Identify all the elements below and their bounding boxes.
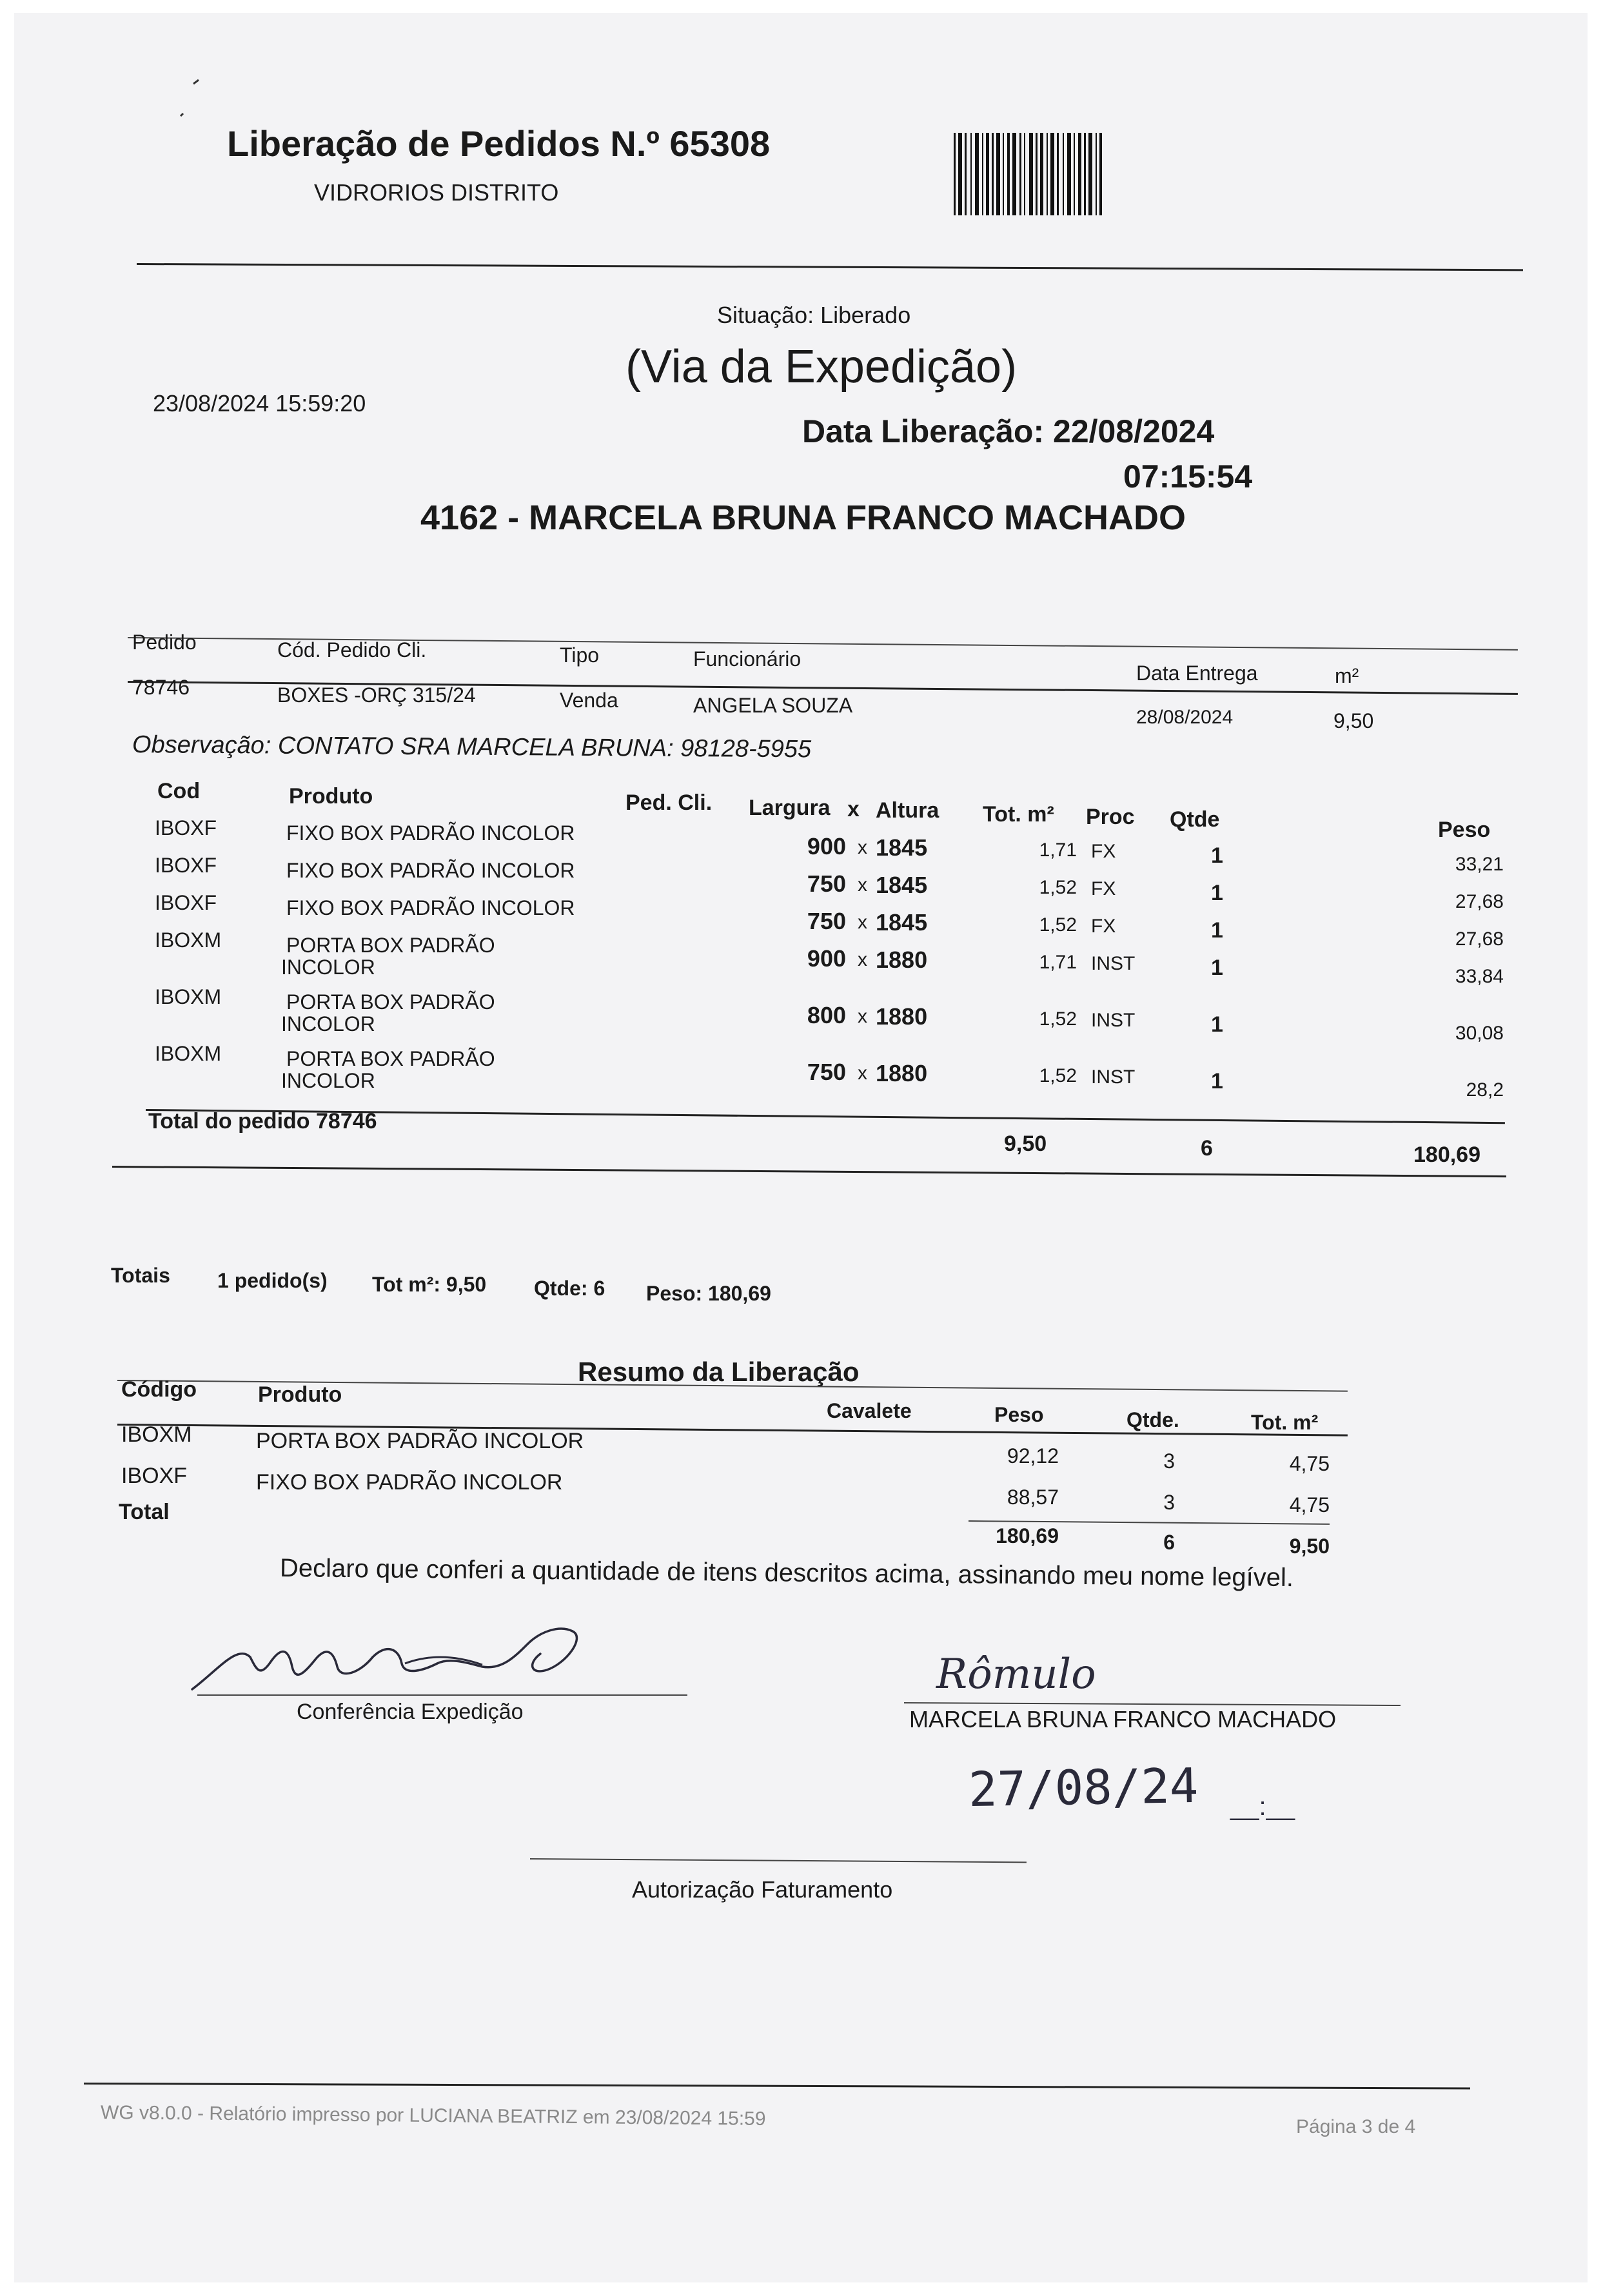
item-row-6-largura: 750 — [807, 1059, 846, 1085]
col-data-entrega: Data Entrega — [1136, 662, 1258, 685]
item-row-5-tot-m2: 1,52 — [1039, 1008, 1077, 1030]
barcode-bar — [954, 133, 956, 215]
summary-total-tot-m2: 9,50 — [1289, 1535, 1330, 1558]
barcode-bar — [1063, 133, 1064, 215]
footer-line — [84, 2083, 1470, 2090]
barcode-bar — [1003, 133, 1004, 215]
company-name: VIDRORIOS DISTRITO — [314, 179, 559, 206]
item-row-2-largura: 750 — [807, 870, 846, 897]
col-tot-m2: Tot. m² — [983, 802, 1054, 827]
barcode-bar — [970, 133, 972, 215]
item-row-1-cod: IBOXF — [155, 816, 217, 839]
item-row-4-peso: 33,84 — [1455, 966, 1504, 987]
item-row-6-qtde: 1 — [1211, 1069, 1223, 1094]
summary-row-1-codigo: IBOXM — [121, 1422, 192, 1447]
barcode-bar — [982, 133, 983, 215]
col-funcionario: Funcionário — [693, 647, 802, 671]
item-row-2-peso: 27,68 — [1455, 891, 1504, 912]
barcode-bar — [1007, 133, 1010, 215]
order-status: Situação: Liberado — [717, 302, 911, 328]
order-m2: 9,50 — [1333, 709, 1374, 732]
barcode-bar — [1099, 133, 1102, 215]
item-row-4-x: x — [858, 949, 867, 970]
item-row-1-produto1: FIXO BOX PADRÃO INCOLOR — [286, 821, 575, 845]
authorization-label: Autorização Faturamento — [632, 1876, 893, 1903]
item-row-4-produto1: PORTA BOX PADRÃO — [286, 934, 495, 957]
summary-row-2-tot-m2: 4,75 — [1289, 1493, 1330, 1516]
item-row-5-x: x — [858, 1006, 867, 1027]
item-row-5-largura: 800 — [807, 1002, 846, 1028]
summary-col-qtde: Qtde. — [1126, 1408, 1179, 1431]
time-blank: __:__ — [1230, 1792, 1295, 1821]
summary-title: Resumo da Liberação — [578, 1357, 860, 1387]
summary-col-codigo: Código — [121, 1377, 197, 1402]
item-row-4-altura: 1880 — [876, 947, 928, 973]
client-signature-label: MARCELA BRUNA FRANCO MACHADO — [909, 1706, 1337, 1732]
item-row-5-cod: IBOXM — [155, 985, 222, 1008]
barcode-bar — [1074, 133, 1075, 215]
col-tipo: Tipo — [560, 643, 600, 667]
declaration-text: Declaro que conferi a quantidade de itens descritos acima, assinando meu nome legível. — [279, 1554, 1294, 1593]
totals-pedidos: 1 pedido(s) — [217, 1269, 328, 1292]
item-row-2-tot-m2: 1,52 — [1039, 877, 1077, 898]
totals-m2: Tot m²: 9,50 — [372, 1273, 487, 1296]
item-row-3-altura: 1845 — [876, 909, 928, 936]
item-row-6-produto2: INCOLOR — [281, 1069, 375, 1092]
barcode-bar — [1012, 133, 1016, 215]
item-row-3-largura: 750 — [807, 908, 846, 934]
item-row-5-proc: INST — [1091, 1010, 1136, 1031]
item-row-3-cod: IBOXF — [155, 891, 217, 914]
barcode-bar — [1084, 133, 1086, 215]
barcode-bar — [975, 133, 979, 215]
barcode-bar — [992, 133, 994, 215]
item-row-5-altura: 1880 — [876, 1003, 928, 1030]
order-funcionario: ANGELA SOUZA — [693, 694, 853, 717]
items-total-qtde: 6 — [1201, 1136, 1213, 1161]
barcode-bar — [965, 133, 967, 215]
item-row-3-peso: 27,68 — [1455, 928, 1504, 950]
summary-row-2-produto: FIXO BOX PADRÃO INCOLOR — [256, 1470, 563, 1495]
barcode-bar — [1096, 133, 1097, 215]
items-total-m2: 9,50 — [1004, 1132, 1047, 1156]
totals-label: Totais — [111, 1264, 170, 1287]
col-ped-cli: Ped. Cli. — [625, 790, 713, 815]
summary-row-2-codigo: IBOXF — [121, 1464, 188, 1488]
item-row-3-qtde: 1 — [1211, 918, 1223, 943]
col-largura: Largura — [749, 796, 831, 820]
barcode-bar — [1050, 133, 1054, 215]
item-row-4-proc: INST — [1091, 953, 1136, 974]
summary-total-label: Total — [119, 1500, 170, 1524]
item-row-2-proc: FX — [1091, 878, 1116, 899]
item-row-5-produto2: INCOLOR — [281, 1012, 375, 1035]
col-x: x — [847, 797, 860, 821]
item-row-4-tot-m2: 1,71 — [1039, 952, 1077, 973]
barcode-bar — [1047, 133, 1048, 215]
item-row-3-produto1: FIXO BOX PADRÃO INCOLOR — [286, 896, 575, 919]
client-name: 4162 - MARCELA BRUNA FRANCO MACHADO — [420, 498, 1186, 537]
barcode-bar — [986, 133, 989, 215]
footer-printed-by: WG v8.0.0 - Relatório impresso por LUCIANA BEATRIZ em 23/08/2024 15:59 — [100, 2102, 766, 2130]
expedition-signature-line — [197, 1694, 687, 1696]
order-cod-pedido-cli: BOXES -ORÇ 315/24 — [277, 683, 476, 707]
item-row-1-proc: FX — [1091, 841, 1116, 862]
item-row-6-x: x — [858, 1063, 867, 1084]
item-row-2-qtde: 1 — [1211, 881, 1223, 905]
release-time: 07:15:54 — [1123, 458, 1253, 495]
copy-label: (Via da Expedição) — [625, 341, 1018, 393]
col-produto: Produto — [289, 784, 373, 809]
client-handwritten-signature: Rômulo — [936, 1651, 1096, 1698]
item-row-6-cod: IBOXM — [155, 1042, 222, 1065]
barcode-bar — [1024, 133, 1025, 215]
order-observation: Observação: CONTATO SRA MARCELA BRUNA: 98128-5955 — [132, 731, 812, 763]
item-row-2-altura: 1845 — [876, 872, 928, 898]
item-row-1-largura: 900 — [807, 833, 846, 859]
item-row-2-produto1: FIXO BOX PADRÃO INCOLOR — [286, 859, 575, 882]
header-divider — [137, 263, 1523, 271]
item-row-4-cod: IBOXM — [155, 928, 222, 952]
barcode-bar — [1029, 133, 1033, 215]
summary-total-peso: 180,69 — [996, 1524, 1059, 1547]
punch-mark — [174, 71, 200, 135]
page-title: Liberação de Pedidos N.º 65308 — [227, 123, 771, 164]
col-m2: m² — [1335, 664, 1359, 687]
item-row-3-tot-m2: 1,52 — [1039, 914, 1077, 936]
totals-qtde: Qtde: 6 — [534, 1277, 605, 1300]
order-pedido: 78746 — [132, 676, 190, 699]
item-row-2-x: x — [858, 874, 867, 896]
col-peso: Peso — [1438, 818, 1491, 842]
col-qtde: Qtde — [1170, 807, 1220, 832]
item-row-1-tot-m2: 1,71 — [1039, 839, 1077, 861]
summary-row-1-tot-m2: 4,75 — [1289, 1452, 1330, 1475]
barcode-bar — [1057, 133, 1059, 215]
item-row-3-proc: FX — [1091, 916, 1116, 937]
authorization-line — [530, 1858, 1027, 1863]
item-row-3-x: x — [858, 912, 867, 933]
item-row-1-qtde: 1 — [1211, 843, 1223, 868]
item-row-5-produto1: PORTA BOX PADRÃO — [286, 990, 495, 1014]
item-row-5-peso: 30,08 — [1455, 1023, 1504, 1044]
item-row-5-qtde: 1 — [1211, 1012, 1223, 1037]
barcode-bar — [1078, 133, 1081, 215]
col-cod: Cod — [157, 779, 201, 803]
summary-row-1-peso: 92,12 — [1007, 1444, 1059, 1467]
barcode-bar — [1036, 133, 1038, 215]
item-row-6-proc: INST — [1091, 1066, 1136, 1088]
summary-row-2-qtde: 3 — [1163, 1491, 1175, 1514]
barcode-bar — [1040, 133, 1043, 215]
barcode — [952, 133, 1214, 215]
summary-col-peso: Peso — [994, 1403, 1044, 1426]
barcode-bar — [1088, 133, 1092, 215]
col-altura: Altura — [876, 798, 939, 823]
item-row-1-peso: 33,21 — [1455, 854, 1504, 875]
document-page — [14, 13, 1588, 2282]
summary-col-tot-m2: Tot. m² — [1251, 1411, 1319, 1434]
printed-at: 23/08/2024 15:59:20 — [153, 390, 366, 417]
order-tipo: Venda — [560, 689, 618, 712]
footer-page-number: Página 3 de 4 — [1296, 2116, 1416, 2137]
col-pedido: Pedido — [132, 631, 197, 654]
summary-row-1-produto: PORTA BOX PADRÃO INCOLOR — [256, 1429, 584, 1453]
totals-peso: Peso: 180,69 — [646, 1282, 771, 1305]
summary-col-produto: Produto — [258, 1382, 342, 1407]
summary-col-cavalete: Cavalete — [827, 1399, 912, 1422]
expedition-signature — [179, 1618, 644, 1702]
barcode-bar — [958, 133, 962, 215]
item-row-2-cod: IBOXF — [155, 854, 217, 877]
item-row-6-produto1: PORTA BOX PADRÃO — [286, 1047, 495, 1070]
items-total-peso: 180,69 — [1413, 1143, 1480, 1167]
items-total-label: Total do pedido 78746 — [148, 1109, 377, 1133]
summary-row-2-peso: 88,57 — [1007, 1486, 1059, 1509]
summary-total-qtde: 6 — [1163, 1531, 1175, 1554]
item-row-4-qtde: 1 — [1211, 956, 1223, 980]
summary-row-1-qtde: 3 — [1163, 1449, 1175, 1473]
order-data-entrega: 28/08/2024 — [1136, 707, 1234, 728]
item-row-6-tot-m2: 1,52 — [1039, 1065, 1077, 1086]
barcode-bar — [1019, 133, 1021, 215]
item-row-1-altura: 1845 — [876, 834, 928, 861]
item-row-1-x: x — [858, 837, 867, 858]
barcode-bar — [996, 133, 1000, 215]
handwritten-date: 27/08/24 — [968, 1758, 1199, 1818]
item-row-4-largura: 900 — [807, 945, 846, 972]
col-proc: Proc — [1086, 805, 1135, 829]
barcode-bar — [1067, 133, 1071, 215]
item-row-6-peso: 28,2 — [1466, 1079, 1504, 1101]
items-bottom-line — [112, 1166, 1506, 1177]
col-cod-pedido-cli: Cód. Pedido Cli. — [277, 638, 427, 662]
item-row-6-altura: 1880 — [876, 1060, 928, 1086]
release-date: Data Liberação: 22/08/2024 — [802, 413, 1215, 449]
item-row-4-produto2: INCOLOR — [281, 956, 375, 979]
expedition-signature-label: Conferência Expedição — [297, 1700, 524, 1724]
